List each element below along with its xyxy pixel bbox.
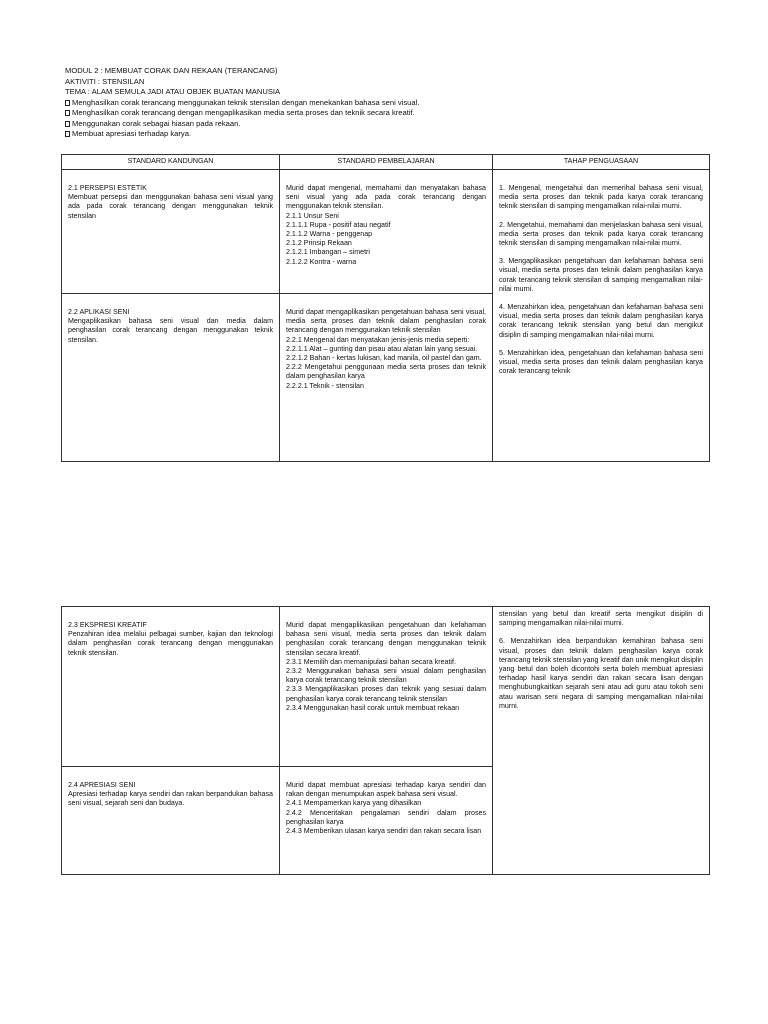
pembelajaran-item: 2.2.2.1 Teknik - stensilan [286, 381, 364, 390]
column-header-kandungan: STANDARD KANDUNGAN [62, 155, 280, 170]
pembelajaran-item: 2.2.2 Mengetahui penggunaan media serta proses dan teknik dalam penghasilan karya [286, 363, 486, 381]
pembelajaran-item: 2.2.1.2 Bahan - kertas lukisan, kad manila, oil pastel dan gam. [286, 354, 482, 363]
tahap-level: 1. Mengenal, mengetahui dan memerihal bahasa seni visual, media serta proses dan teknik pada karya corak terancang teknik stensilan di samping mengamalkan nilai-nilai murni. [499, 184, 703, 211]
kandungan-title: 2.1 PERSEPSI ESTETIK [68, 184, 147, 192]
pembelajaran-intro: Murid dapat mengenal, memahami dan menyatakan bahasa seni visual yang ada pada corak terancang dengan menggunakan teknik stensilan. [286, 184, 486, 211]
pembelajaran-item: 2.1.1.1 Rupa - positif atau negatif [286, 220, 391, 229]
kandungan-cell [62, 767, 280, 875]
table-header-row [62, 155, 710, 170]
kandungan-desc: Membuat persepsi dan menggunakan bahasa seni visual yang ada pada corak terancang dengan menggunakan teknik stensilan [68, 193, 273, 220]
tahap-cell [493, 607, 710, 875]
pembelajaran-item: 2.4.1 Mempamerkan karya yang dihasilkan [286, 799, 422, 808]
pembelajaran-item: 2.1.1 Unsur Seni [286, 211, 339, 220]
kandungan-desc: Mengaplikasikan bahasa seni visual dan media dalam penghasilan corak terancang dengan menggunakan teknik stensilan. [68, 317, 273, 344]
table-row [62, 170, 710, 294]
pembelajaran-item: 2.3.3 Mengaplikasikan proses dan teknik yang sesuai dalam penghasilan karya corak terancang teknik stensilan [286, 685, 486, 703]
pembelajaran-item: 2.3.1 Memilih dan memanipulasi bahan secara kreatif. [286, 657, 456, 666]
column-header-tahap: TAHAP PENGUASAAN [493, 155, 710, 170]
tahap-cell [493, 170, 710, 462]
pembelajaran-item: 2.1.2.2 Kontra - warna [286, 257, 357, 266]
pembelajaran-cell [280, 607, 493, 767]
pembelajaran-item: 2.3.2 Menggunakan bahasa seni visual dalam penghasilan karya corak terancang teknik stensilan [286, 667, 486, 685]
objective-item: Menggunakan corak sebagai hiasan pada rekaan. [65, 119, 705, 130]
pembelajaran-intro: Murid dapat mengaplikasikan pengetahuan dan kefahaman bahasa seni visual, media serta proses dan teknik dalam penghasilan corak terancang dengan menggunakan teknik stensilan secara kreatif. [286, 621, 486, 657]
pembelajaran-item: 2.3.4 Menggunakan hasil corak untuk membuat rekaan [286, 703, 460, 712]
pembelajaran-item: 2.4.3 Memberikan ulasan karya sendiri dan rakan secara lisan [286, 827, 482, 836]
tema-title: TEMA : ALAM SEMULA JADI ATAU OBJEK BUATAN MANUSIA [65, 87, 281, 96]
pembelajaran-intro: Murid dapat membuat apresiasi terhadap karya sendiri dan rakan dengan menumpukan aspek bahasa seni visual. [286, 781, 486, 799]
objective-item: Menghasilkan corak terancang dengan mengaplikasikan media serta proses dan teknik secara kreatif. [65, 108, 705, 119]
pembelajaran-cell [280, 767, 493, 875]
pembelajaran-item: 2.1.1.2 Warna - penggenap [286, 230, 373, 239]
tahap-level: 2. Mengetahui, memahami dan menjelaskan bahasa seni visual, media serta proses dan teknik pada karya corak terancang teknik stensilan di samping mengamalkan nilai-nilai murni. [499, 220, 703, 248]
pembelajaran-item: 2.2.1 Mengenal dan menyatakan jenis-jenis media seperti: [286, 335, 470, 344]
tahap-level-continued: stensilan yang betul dan kreatif serta mengikut disiplin di samping mengamalkan nilai-nilai murni. [499, 610, 703, 628]
pembelajaran-intro: Murid dapat mengaplikasikan pengetahuan bahasa seni visual, media serta proses dan teknik dalam penghasilan corak terancang dengan menggunakan teknik stensilan [286, 308, 486, 335]
standards-table-page-2 [61, 606, 710, 875]
bullet-icon [65, 100, 70, 106]
bullet-icon [65, 110, 70, 116]
bullet-icon [65, 131, 70, 137]
table-row [62, 607, 710, 767]
kandungan-desc: Apresiasi terhadap karya sendiri dan rakan berpandukan bahasa seni visual, sejarah seni dan budaya. [68, 790, 273, 808]
tahap-level: 6. Menzahirkan idea berpandukan kemahiran bahasa seni visual, proses dan teknik dalam penghasilan karya corak terancang teknik stensilan yang kreatif dan unik mengikut disiplin yang betul dan boleh dicontohi serta boleh membuat apresiasi terhadap hasil karya sendiri dan rakan secara lisan dengan menghubungkaitkan sejarah seni atau adi guru atau tokoh seni atau warisan seni negara di samping mengamalkan nilai-nilai murni. [499, 637, 703, 710]
pembelajaran-cell [280, 294, 493, 462]
standards-table-page-1 [61, 154, 710, 462]
pembelajaran-item: 2.1.2 Prinsip Rekaan [286, 239, 352, 248]
pembelajaran-cell [280, 170, 493, 294]
objective-item: Menghasilkan corak terancang menggunakan teknik stensilan dengan menekankan bahasa seni visual. [65, 98, 705, 109]
pembelajaran-item: 2.2.1.1 Alat – gunting dan pisau atau alatan lain yang sesuai. [286, 344, 478, 353]
document-header [65, 66, 705, 140]
objective-item: Membuat apresiasi terhadap karya. [65, 129, 705, 140]
bullet-icon [65, 121, 70, 127]
kandungan-title: 2.4 APRESIASI SENI [68, 781, 136, 789]
pembelajaran-item: 2.4.2 Menceritakan pengalaman sendiri dalam proses penghasilan karya [286, 808, 486, 826]
modul-title: MODUL 2 : MEMBUAT CORAK DAN REKAAN (TERANCANG) [65, 66, 278, 75]
column-header-pembelajaran: STANDARD PEMBELAJARAN [280, 155, 493, 170]
tahap-level: 3. Mengaplikasikan pengetahuan dan kefahaman bahasa seni visual, media serta proses dan teknik dalam penghasilan karya corak terancang teknik stensilan di samping mengamalkan nilai-nilai murni. [499, 257, 703, 293]
kandungan-desc: Penzahiran idea melalui pelbagai sumber, kajian dan teknologi dalam penghasilan corak terancang dengan menggunakan teknik stensilan. [68, 630, 273, 657]
kandungan-cell [62, 170, 280, 294]
kandungan-cell [62, 294, 280, 462]
kandungan-cell [62, 607, 280, 767]
aktiviti-title: AKTIVITI : STENSILAN [65, 76, 145, 86]
pembelajaran-item: 2.1.2.1 Imbangan – simetri [286, 248, 370, 257]
kandungan-title: 2.2 APLIKASI SENI [68, 308, 130, 316]
tahap-level: 5. Menzahirkan idea, pengetahuan dan kefahaman bahasa seni visual, media serta proses dan teknik dalam penghasilan karya corak terancang teknik [499, 348, 703, 376]
kandungan-title: 2.3 EKSPRESI KREATIF [68, 621, 147, 629]
tahap-level: 4. Menzahirkan idea, pengetahuan dan kefahaman bahasa seni visual, media serta proses dan teknik dalam penghasilan karya corak terancang teknik stensilan yang betul dan mengikut disiplin di samping mengamalkan nilai-nilai murni. [499, 303, 703, 339]
